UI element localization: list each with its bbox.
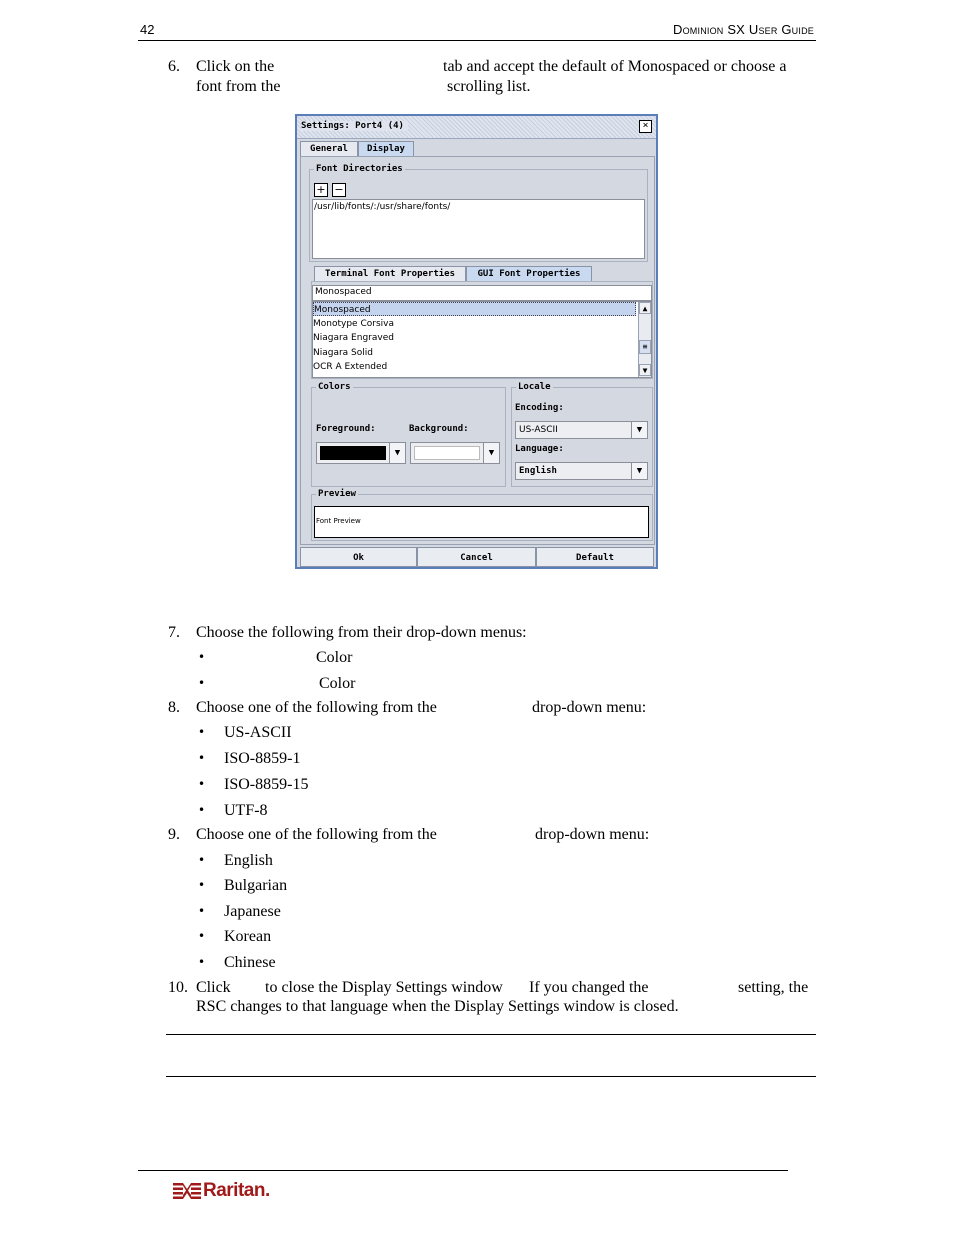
font-directories-label: Font Directories [316,164,403,174]
font-directories-list[interactable] [312,199,645,259]
font-list-item[interactable]: Niagara Solid [313,348,373,358]
raritan-logo-text: Raritan. [203,1180,270,1201]
step-8-text-a: Choose one of the following from the [196,699,437,716]
step-9-bullet: Japanese [224,903,281,920]
locale-group [511,382,653,487]
step-7-text: Choose the following from their drop-down menus: [196,624,527,641]
bullet-icon: • [198,676,206,690]
step-10-text-a: Click [196,979,231,996]
step-7-number: 7. [168,624,180,641]
step-9-bullet: Korean [224,928,272,945]
language-value: English [519,466,557,476]
preview-group [311,489,653,541]
font-name-value: Monospaced [315,287,372,297]
step-10-text-d: setting, the [738,979,809,996]
bullet-icon: • [198,878,206,892]
foreground-color-select[interactable] [316,442,406,464]
background-swatch [414,446,480,460]
font-directories-group [309,164,648,262]
chevron-down-icon[interactable]: ▼ [631,422,647,438]
footer-rule [138,1170,788,1171]
note-top-rule [166,1034,816,1035]
font-list-item[interactable]: Niagara Engraved [313,333,394,343]
chevron-down-icon[interactable]: ▼ [631,463,647,479]
language-label: Language: [515,444,564,454]
dialog-title: Settings: Port4 (4) [301,121,408,131]
scroll-thumb[interactable]: ≡ [639,340,651,354]
dialog-titlebar[interactable] [297,116,656,139]
foreground-label: Foreground: [316,424,376,434]
step-9-text-b: drop-down menu: [535,826,650,843]
default-button[interactable]: Default [536,547,654,567]
step-6-text-d: scrolling list. [447,78,531,95]
note-bottom-rule [166,1076,816,1077]
step-6-number: 6. [168,58,180,75]
step-7-bullet: Color [316,649,353,666]
font-list[interactable] [312,301,652,378]
ok-button[interactable]: Ok [300,547,417,567]
foreground-swatch [320,446,386,460]
font-directory-path: /usr/lib/fonts/:/usr/share/fonts/ [314,202,451,212]
step-10-text-c: If you changed the [529,979,649,996]
locale-label: Locale [518,382,551,392]
scroll-up-icon[interactable]: ▲ [639,302,651,314]
step-10-text-b: to close the Display Settings window [265,979,503,996]
close-icon[interactable]: × [639,120,652,133]
font-name-input[interactable] [312,285,652,301]
remove-directory-button[interactable]: − [332,183,346,197]
bullet-icon: • [198,904,206,918]
bullet-icon: • [198,777,206,791]
font-list-item[interactable]: Monospaced [313,302,636,316]
background-color-select[interactable] [410,442,500,464]
preview-label: Preview [318,489,356,499]
step-6-text-c: font from the [196,78,281,95]
tab-general[interactable]: General [300,141,358,156]
step-8-bullet: UTF-8 [224,802,268,819]
preview-text: Font Preview [316,517,361,525]
font-list-item[interactable]: OCR A Extended [313,362,388,372]
step-7-bullet: Color [319,675,356,692]
step-9-number: 9. [168,826,180,843]
header-rule [138,40,816,41]
raritan-logo [173,1180,270,1201]
add-directory-button[interactable]: + [314,183,328,197]
language-select[interactable] [515,462,648,480]
step-8-number: 8. [168,699,180,716]
bullet-icon: • [198,751,206,765]
raritan-logo-icon [173,1181,201,1201]
background-label: Background: [409,424,469,434]
chevron-down-icon[interactable]: ▼ [389,443,405,463]
encoding-select[interactable] [515,421,648,439]
colors-label: Colors [318,382,351,392]
step-9-bullet: Chinese [224,954,276,971]
encoding-value: US-ASCII [519,425,558,435]
step-6-text-a: Click on the [196,58,275,75]
bullet-icon: • [198,853,206,867]
settings-dialog [295,114,658,569]
display-panel [300,156,655,545]
page-number: 42 [140,22,155,37]
encoding-label: Encoding: [515,403,564,413]
document-title: Dominion SX User Guide [673,22,814,37]
step-10-text-e: RSC changes to that language when the Display Settings window is closed. [196,998,679,1015]
colors-group [311,382,506,487]
step-9-bullet: English [224,852,273,869]
scroll-down-icon[interactable]: ▼ [639,364,651,376]
font-list-item[interactable]: Monotype Corsiva [313,319,394,329]
cancel-button[interactable]: Cancel [417,547,536,567]
tab-terminal-font-properties[interactable]: Terminal Font Properties [314,266,466,281]
step-8-bullet: US-ASCII [224,724,292,741]
chevron-down-icon[interactable]: ▼ [483,443,499,463]
step-6-text-b: tab and accept the default of Monospaced or choose a [443,58,787,75]
font-list-scrollbar[interactable] [638,302,651,377]
bullet-icon: • [198,803,206,817]
step-9-bullet: Bulgarian [224,877,288,894]
bullet-icon: • [198,929,206,943]
bullet-icon: • [198,650,206,664]
step-8-text-b: drop-down menu: [532,699,647,716]
step-9-text-a: Choose one of the following from the [196,826,437,843]
step-8-bullet: ISO-8859-1 [224,750,301,767]
bullet-icon: • [198,725,206,739]
step-8-bullet: ISO-8859-15 [224,776,309,793]
tab-display[interactable]: Display [358,141,414,156]
bullet-icon: • [198,955,206,969]
font-properties-panel [311,281,653,379]
tab-gui-font-properties[interactable]: GUI Font Properties [466,266,592,281]
step-10-number: 10. [168,979,188,996]
preview-box [314,506,649,538]
